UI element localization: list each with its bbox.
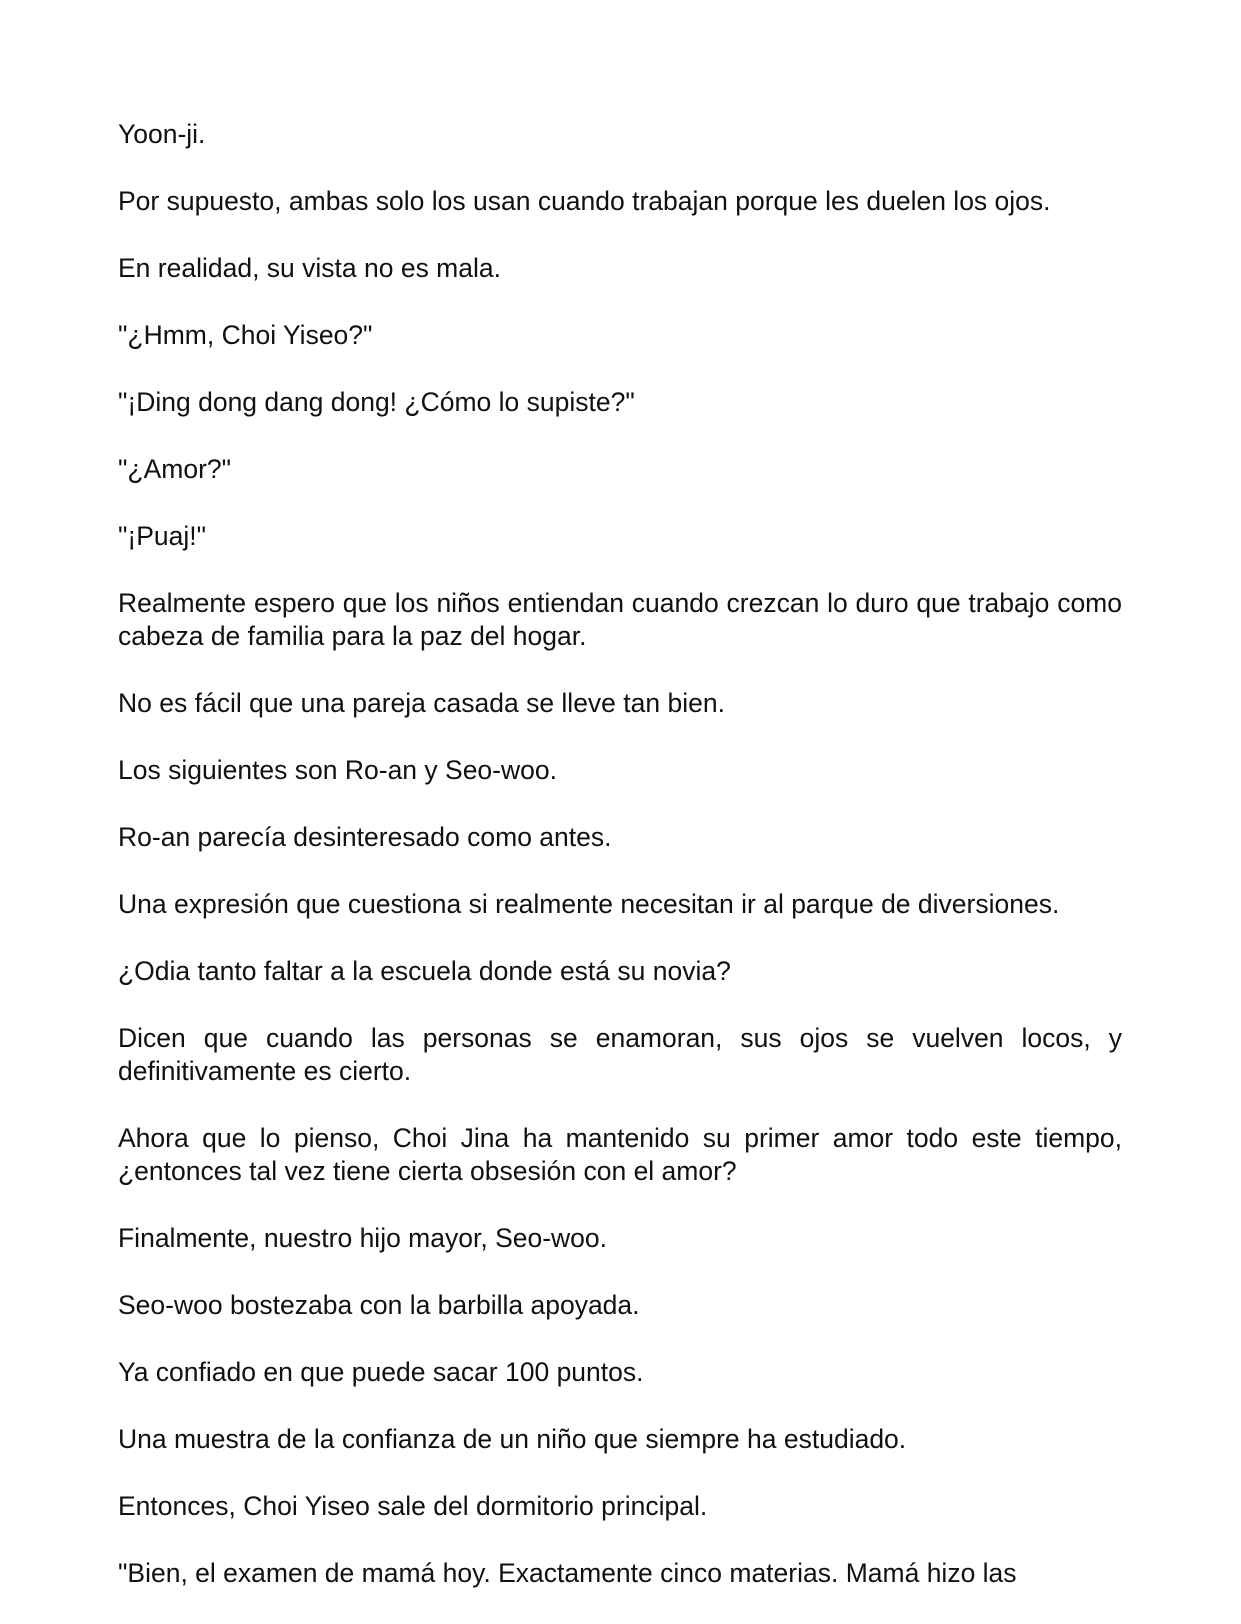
- document-body: [118, 118, 1122, 1624]
- paragraph: No es fácil que una pareja casada se lleve tan bien.: [118, 688, 725, 718]
- paragraph: Ro-an parecía desinteresado como antes.: [118, 822, 612, 852]
- paragraph: "¡Puaj!": [118, 521, 207, 551]
- paragraph: Finalmente, nuestro hijo mayor, Seo-woo.: [118, 1223, 608, 1253]
- paragraph: "¿Hmm, Choi Yiseo?": [118, 320, 373, 350]
- paragraph: Yoon-ji.: [118, 119, 206, 149]
- paragraph: Ya confiado en que puede sacar 100 puntos.: [118, 1357, 644, 1387]
- paragraph: "Bien, el examen de mamá hoy. Exactamente cinco materias. Mamá hizo las: [118, 1558, 1017, 1588]
- paragraph: "¿Amor?": [118, 454, 232, 484]
- paragraph: Entonces, Choi Yiseo sale del dormitorio principal.: [118, 1491, 708, 1521]
- paragraph: Una muestra de la confianza de un niño que siempre ha estudiado.: [118, 1424, 907, 1454]
- paragraph: Por supuesto, ambas solo los usan cuando trabajan porque les duelen los ojos.: [118, 186, 1051, 216]
- paragraph: "¡Ding dong dang dong! ¿Cómo lo supiste?": [118, 387, 635, 417]
- paragraph: Los siguientes son Ro-an y Seo-woo.: [118, 755, 557, 785]
- paragraph: Realmente espero que los niños entiendan cuando crezcan lo duro que trabajo como cabeza de familia para la paz del hogar.: [118, 588, 1122, 651]
- paragraph: ¿Odia tanto faltar a la escuela donde está su novia?: [118, 956, 731, 986]
- paragraph: Seo-woo bostezaba con la barbilla apoyada.: [118, 1290, 640, 1320]
- paragraph: En realidad, su vista no es mala.: [118, 253, 501, 283]
- paragraph: Una expresión que cuestiona si realmente necesitan ir al parque de diversiones.: [118, 889, 1060, 919]
- paragraph: Dicen que cuando las personas se enamoran, sus ojos se vuelven locos, y definitivamente es cierto.: [118, 1023, 1122, 1086]
- paragraph: Ahora que lo pienso, Choi Jina ha mantenido su primer amor todo este tiempo, ¿entonces tal vez tiene cierta obsesión con el amor?: [118, 1123, 1122, 1186]
